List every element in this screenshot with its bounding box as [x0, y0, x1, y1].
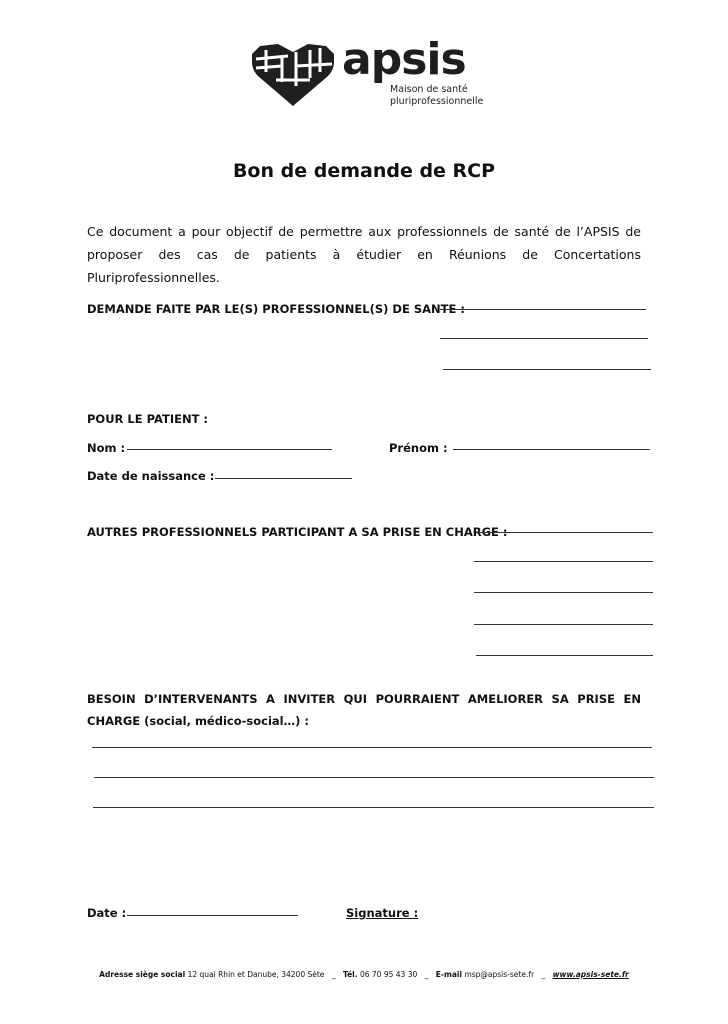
patient-label: POUR LE PATIENT :	[87, 412, 209, 426]
date-label: Date :	[87, 906, 127, 920]
footer-email[interactable]: msp@apsis-sete.fr	[464, 970, 535, 979]
prenom-label: Prénom :	[389, 441, 448, 455]
autres-field-4[interactable]	[474, 624, 653, 625]
demande-label: DEMANDE FAITE PAR LE(S) PROFESSIONNEL(S) DE SANTE :	[87, 302, 465, 316]
besoin-field-3[interactable]	[93, 807, 654, 808]
demande-field-3[interactable]	[443, 369, 651, 370]
prenom-field[interactable]	[453, 449, 650, 450]
footer-separator: _	[331, 970, 336, 979]
naissance-label: Date de naissance :	[87, 469, 215, 483]
autres-field-5[interactable]	[476, 655, 653, 656]
brand-subtitle-line1: Maison de santé	[390, 84, 468, 95]
nom-field[interactable]	[127, 449, 332, 450]
heart-blocks-icon	[252, 42, 334, 108]
autres-field-3[interactable]	[474, 592, 653, 593]
besoin-field-2[interactable]	[94, 777, 654, 778]
nom-label: Nom :	[87, 441, 126, 455]
page-title: Bon de demande de RCP	[232, 160, 496, 182]
date-field[interactable]	[127, 915, 298, 916]
footer-address-label: Adresse siège social	[99, 970, 186, 979]
besoin-field-1[interactable]	[92, 747, 652, 748]
footer-website-link[interactable]: www.apsis-sete.fr	[552, 970, 629, 979]
footer	[0, 970, 728, 979]
demande-field-1[interactable]	[440, 309, 646, 310]
autres-field-2[interactable]	[474, 561, 653, 562]
brand-name: apsis	[342, 34, 466, 85]
footer-tel-label: Tél.	[342, 970, 358, 979]
autres-field-1[interactable]	[476, 532, 653, 533]
footer-tel: 06 70 95 43 30	[359, 970, 418, 979]
footer-separator: _	[424, 970, 429, 979]
besoin-label: BESOIN D’INTERVENANTS A INVITER QUI POURRAIENT AMELIORER SA PRISE EN CHARGE (social, médico-social…) :	[87, 692, 641, 728]
demande-field-2[interactable]	[440, 338, 648, 339]
footer-separator: _	[541, 970, 546, 979]
brand-subtitle-line2: pluriprofessionnelle	[390, 96, 484, 107]
naissance-field[interactable]	[215, 478, 352, 479]
footer-email-label: E-mail	[435, 970, 463, 979]
brand-subtitle	[390, 84, 483, 108]
signature-label: Signature :	[346, 906, 419, 920]
autres-label: AUTRES PROFESSIONNELS PARTICIPANT A SA PRISE EN CHARGE :	[87, 525, 508, 539]
footer-address: 12 quai Rhin et Danube, 34200 Sète	[187, 970, 325, 979]
intro-paragraph: Ce document a pour objectif de permettre aux professionnels de santé de l’APSIS de proposer des cas de patients à étudier en Réunions de Concertations Pluriprofessionnelles.	[87, 224, 641, 285]
